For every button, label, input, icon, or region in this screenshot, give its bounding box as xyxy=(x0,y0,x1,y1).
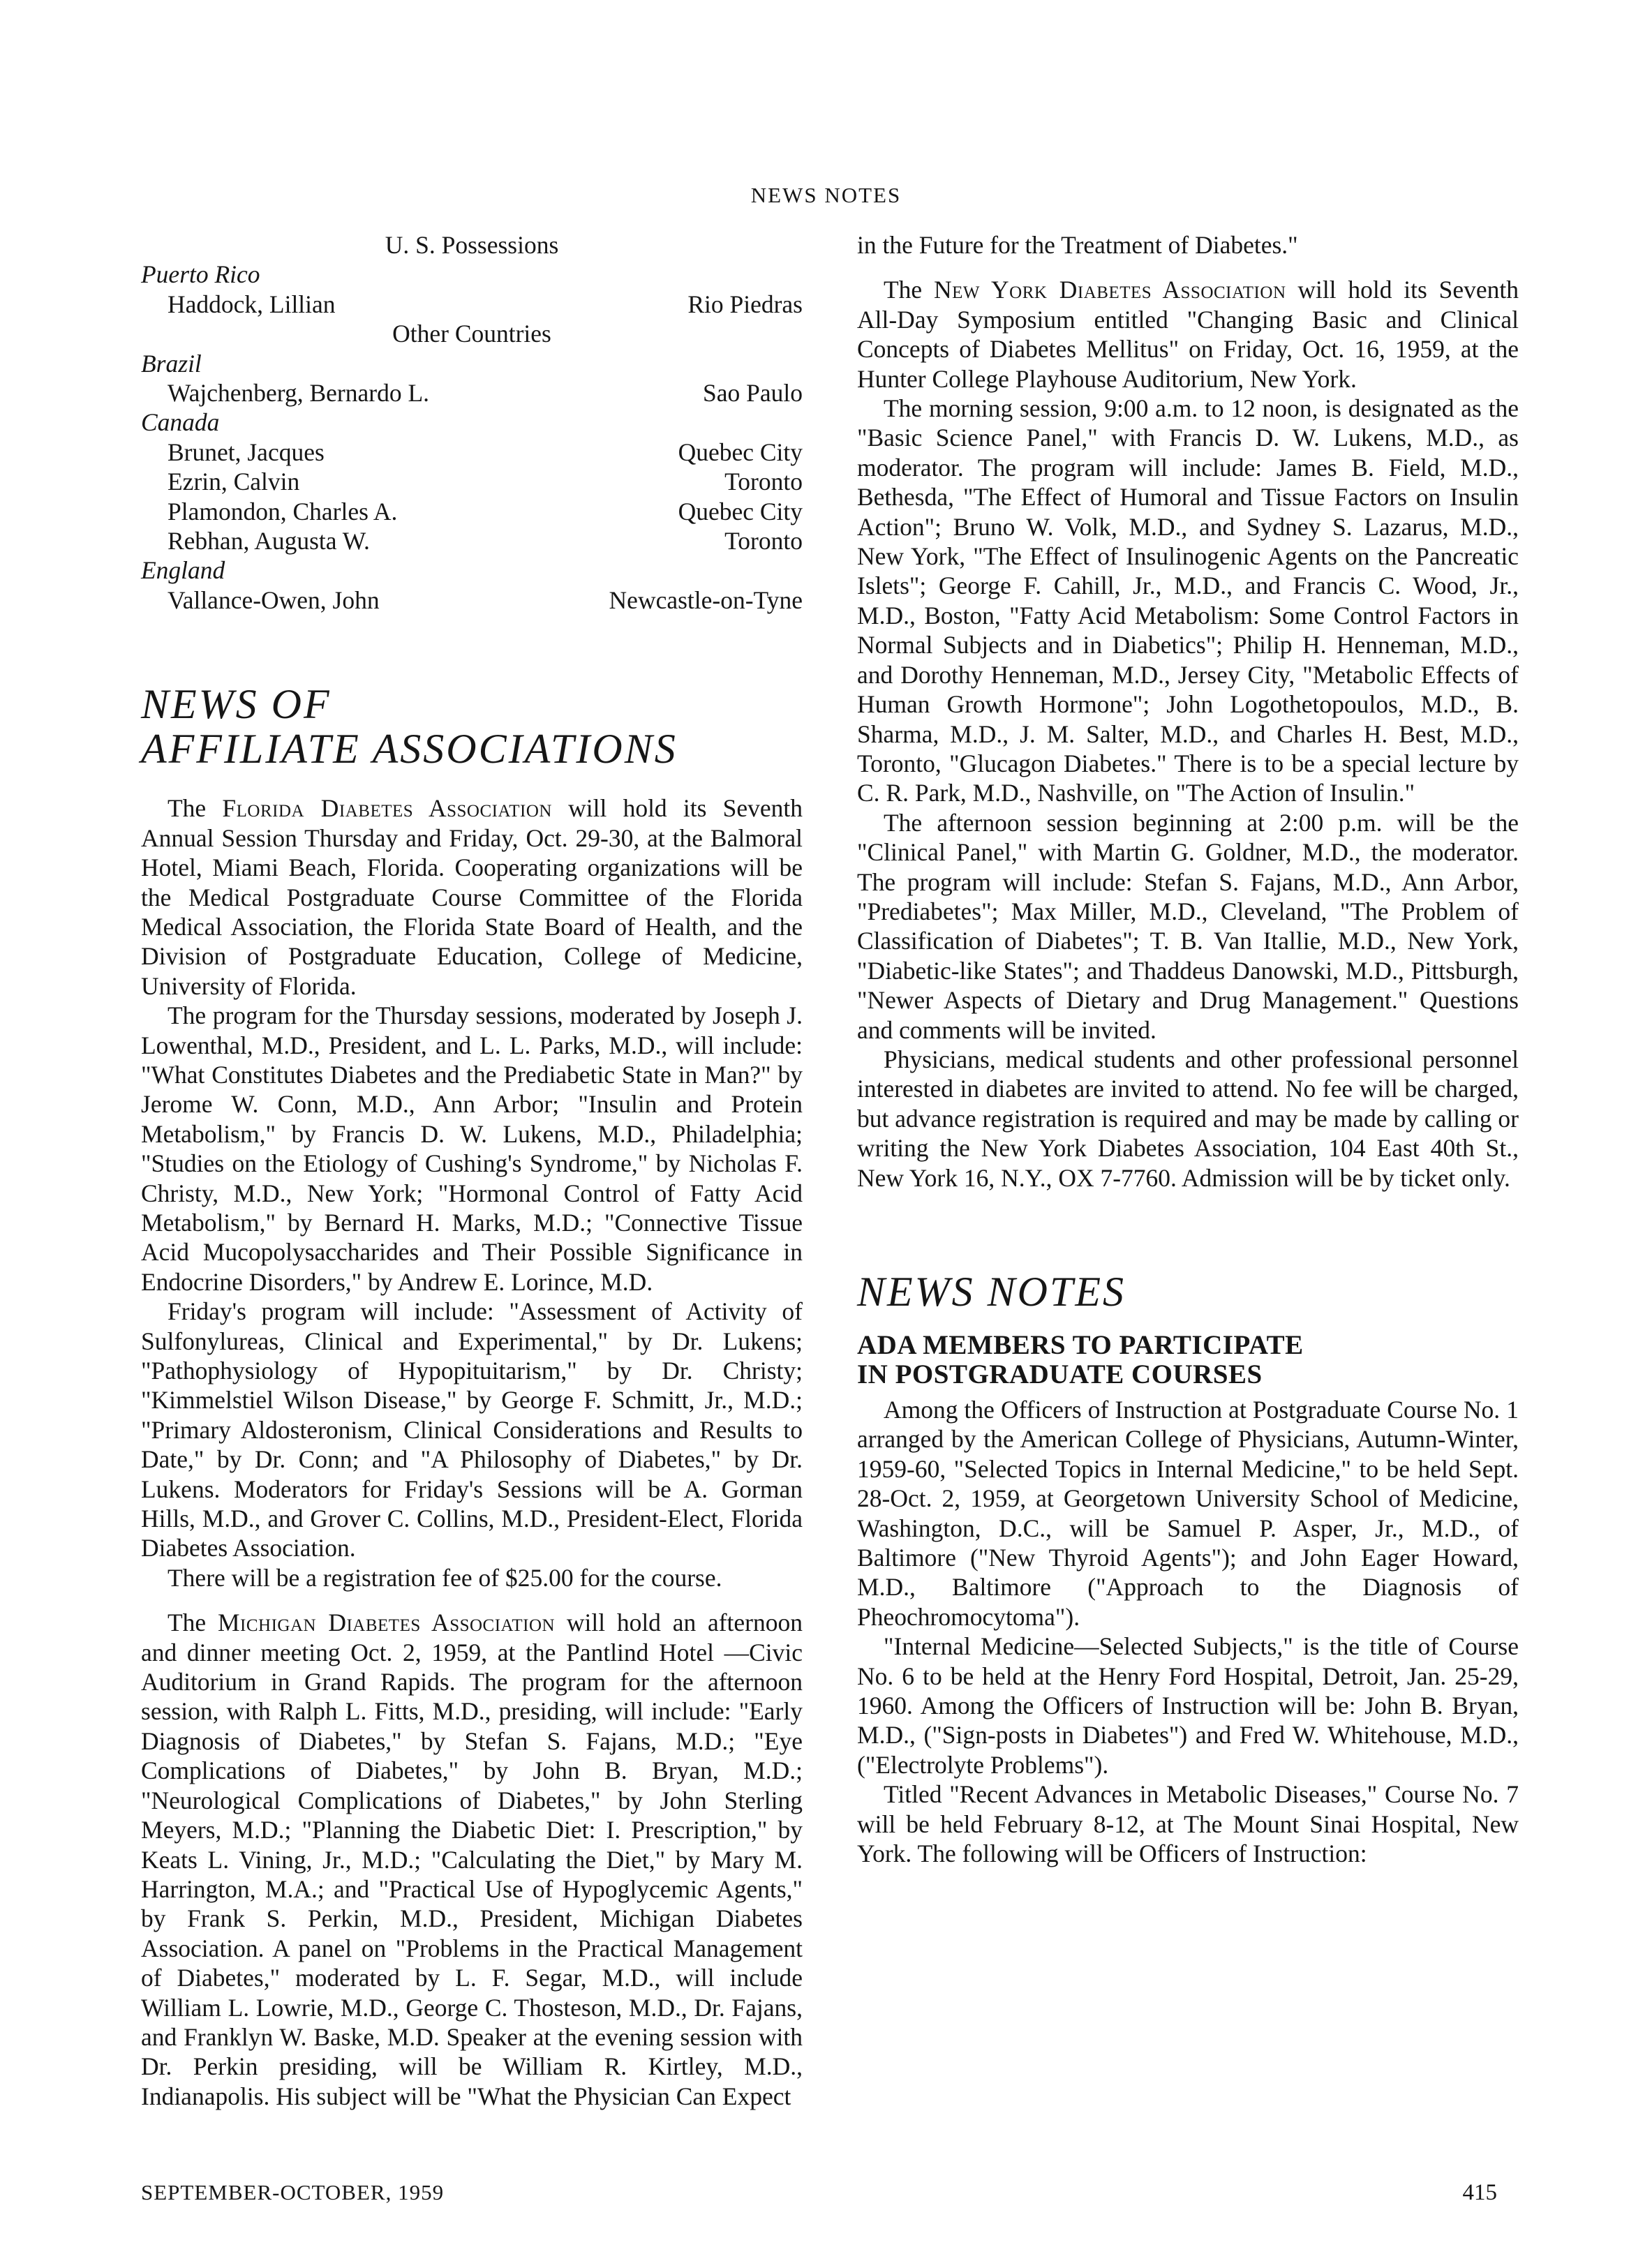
lead-text: The xyxy=(884,276,935,304)
association-name: New York Diabetes Association xyxy=(934,276,1286,304)
florida-registration-fee: There will be a registration fee of $25.00 for the course. xyxy=(168,1563,722,1592)
affiliate-associations-heading xyxy=(141,682,803,771)
member-name: Wajchenberg, Bernardo L. xyxy=(168,379,430,408)
subheading-line: IN POSTGRADUATE COURSES xyxy=(857,1359,1263,1389)
association-name: Michigan Diabetes Association xyxy=(217,1609,556,1637)
member-name: Rebhan, Augusta W. xyxy=(168,527,370,555)
member-name: Vallance-Owen, John xyxy=(168,585,380,614)
roster-entry xyxy=(141,438,803,467)
page-number: 415 xyxy=(1462,2180,1497,2205)
michigan-paragraph-continued: in the Future for the Treatment of Diabetes." xyxy=(857,231,1298,259)
florida-paragraph xyxy=(141,793,803,1001)
member-city: Quebec City xyxy=(678,438,803,466)
newyork-afternoon-session: The afternoon session beginning at 2:00 p.m. will be the "Clinical Panel," with Martin G. Goldner, M.D., the moderator. The program will include: Stefan S. Fajans, M.D., Ann Arbor, "Prediabetes"; Max Miller, M.D., Cleveland, "The Problem of Classification of Diabetes"; T. B. Van Itallie, M.D., New York, "Diabetic-like States"; and Thaddeus Danowski, M.D., Pittsburgh, "Newer Aspects of Dietary and Drug Management." Questions and comments will be invited. xyxy=(857,808,1519,1044)
member-name: Plamondon, Charles A. xyxy=(168,497,398,525)
course-1-paragraph: Among the Officers of Instruction at Postgraduate Course No. 1 arranged by the American College of Physicians, Autumn-Winter, 1959-60, "Selected Topics in Internal Medicine," to be held Sept. 28-Oct. 2, 1959, at Georgetown University School of Medicine, Washington, D.C., will be Samuel P. Asper, Jr., M.D., of Baltimore ("New Thyroid Agents"); and John Eager Howard, M.D., Baltimore ("Approach to the Diagnosis of Pheochromocytoma"). xyxy=(857,1396,1519,1631)
heading-line: AFFILIATE ASSOCIATIONS xyxy=(141,726,678,773)
roster-category-england: England xyxy=(141,556,225,585)
member-name: Brunet, Jacques xyxy=(168,438,325,466)
us-possessions-heading: U. S. Possessions xyxy=(385,231,559,259)
michigan-paragraph xyxy=(141,1608,803,2111)
paragraph-text: will hold its Seventh Annual Session Thursday and Friday, Oct. 29-30, at the Balmoral Hotel, Miami Beach, Florida. Cooperating organizations will be the Medical Postgraduate Course Committee of the Florida Medical Association, the Florida State Board of Health, and the Division of Postgraduate Education, College of Medicine, University of Florida. xyxy=(141,794,803,1000)
roster-entry xyxy=(141,467,803,496)
member-city: Toronto xyxy=(724,468,803,496)
member-name: Haddock, Lillian xyxy=(168,290,336,318)
newyork-attendance: Physicians, medical students and other professional personnel interested in diabetes are invited to attend. No fee will be charged, but advance registration is required and may be made by calling or writing the New York Diabetes Association, 104 East 40th St., New York 16, N.Y., OX 7-7760. Admission will be by ticket only. xyxy=(857,1045,1519,1192)
roster-entry xyxy=(141,497,803,526)
paragraph-text: will hold an afternoon and dinner meeting Oct. 2, 1959, at the Pantlind Hotel —Civic Auditorium in Grand Rapids. The program for the afternoon session, with Ralph L. Fitts, M.D., presiding, will include: "Early Diagnosis of Diabetes," by Stefan S. Fajans, M.D.; "Eye Complications of Diabetes," by John B. Bryan, M.D.; "Neurological Complications of Diabetes," by John Sterling Meyers, M.D.; "Planning the Diabetic Diet: I. Prescription," by Keats L. Vining, Jr., M.D.; "Calculating the Diet," by Mary M. Harrington, M.A.; and "Practical Use of Hypoglycemic Agents," by Frank S. Perkin, M.D., President, Michigan Diabetes Association. A panel on "Problems in the Practical Management of Diabetes," moderated by L. F. Segar, M.D., will include William L. Lowrie, M.D., George C. Thosteson, M.D., Dr. Fajans, and Franklyn W. Baske, M.D. Speaker at the evening session with Dr. Perkin presiding, will be William R. Kirtley, M.D., Indianapolis. His subject will be "What the Physician Can Expect xyxy=(141,1609,803,2110)
subheading-line: ADA MEMBERS TO PARTICIPATE xyxy=(857,1330,1304,1360)
right-column xyxy=(857,230,1519,1869)
newyork-morning-session: The morning session, 9:00 a.m. to 12 noon, is designated as the "Basic Science Panel," with Francis D. W. Lukens, M.D., as moderator. The program will include: James B. Field, M.D., Bethesda, "The Effect of Humoral and Tissue Factors on Insulin Action"; Bruno W. Volk, M.D., and Sydney S. Lazarus, M.D., New York, "The Effect of Insulinogenic Agents on the Pancreatic Islets"; George F. Cahill, Jr., M.D., and Francis C. Wood, Jr., M.D., Boston, "Fatty Acid Metabolism: Some Control Factors in Normal Subjects and in Diabetics"; Philip H. Henneman, M.D., and Dorothy Henneman, M.D., Jersey City, "Metabolic Effects of Human Growth Hormone"; John Logothetopoulos, M.D., B. Sharma, M.D., J. M. Salter, M.D., and Charles H. Best, M.D., Toronto, "Glucagon Diabetes." There is to be a special lecture by C. R. Park, M.D., Nashville, on "The Action of Insulin." xyxy=(857,394,1519,807)
issue-date: SEPTEMBER-OCTOBER, 1959 xyxy=(141,2180,445,2204)
course-7-paragraph: Titled "Recent Advances in Metabolic Diseases," Course No. 7 will be held February 8-12, at The Mount Sinai Hospital, New York. The following will be Officers of Instruction: xyxy=(857,1780,1519,1868)
member-city: Sao Paulo xyxy=(703,379,803,408)
roster-category-canada: Canada xyxy=(141,408,220,437)
left-column xyxy=(141,230,803,2111)
roster-entry xyxy=(141,378,803,408)
member-city: Newcastle-on-Tyne xyxy=(609,585,803,614)
member-name: Ezrin, Calvin xyxy=(168,468,300,496)
roster-entry xyxy=(141,585,803,615)
lead-text: The xyxy=(168,1609,218,1637)
newyork-paragraph xyxy=(857,275,1519,394)
other-countries-heading: Other Countries xyxy=(392,320,551,348)
ada-members-subheading xyxy=(857,1331,1519,1389)
course-6-paragraph: "Internal Medicine—Selected Subjects," is the title of Course No. 6 to be held at the Henry Ford Hospital, Detroit, Jan. 25-29, 1960. Among the Officers of Instruction will be: John B. Bryan, M.D., ("Sign-posts in Diabetes") and Fred W. Whitehouse, M.D., ("Electrolyte Problems"). xyxy=(857,1632,1519,1779)
lead-text: The xyxy=(168,794,223,823)
heading-line: NEWS OF xyxy=(141,681,332,728)
news-notes-heading: NEWS NOTES xyxy=(857,1269,1126,1315)
running-head: NEWS NOTES xyxy=(750,183,902,207)
paragraph-text: will hold its Seventh All-Day Symposium entitled "Changing Basic and Clinical Concepts of Diabetes Mellitus" on Friday, Oct. 16, 1959, at the Hunter College Playhouse Auditorium, New York. xyxy=(857,276,1519,393)
association-name: Florida Diabetes Association xyxy=(222,794,552,823)
roster-entry xyxy=(141,526,803,555)
roster-category-brazil: Brazil xyxy=(141,349,202,378)
roster-category-puerto-rico: Puerto Rico xyxy=(141,260,260,289)
member-city: Rio Piedras xyxy=(687,290,803,318)
florida-thursday-program: The program for the Thursday sessions, moderated by Joseph J. Lowenthal, M.D., President, and L. L. Parks, M.D., will include: "What Constitutes Diabetes and the Prediabetic State in Man?" by Jerome W. Conn, M.D., Ann Arbor; "Insulin and Protein Metabolism," by Francis D. W. Lukens, M.D., Philadelphia; "Studies on the Etiology of Cushing's Syndrome," by Nicholas F. Christy, M.D., New York; "Hormonal Control of Fatty Acid Metabolism," by Bernard H. Marks, M.D.; "Connective Tissue Acid Mucopolysaccharides and Their Possible Significance in Endocrine Disorders," by Andrew E. Lorince, M.D. xyxy=(141,1001,803,1296)
member-city: Toronto xyxy=(724,527,803,555)
member-city: Quebec City xyxy=(678,497,803,525)
member-roster xyxy=(141,230,803,615)
roster-entry xyxy=(141,290,803,319)
florida-friday-program: Friday's program will include: "Assessment of Activity of Sulfonylureas, Clinical and Experimental," by Dr. Lukens; "Pathophysiology of Hypopituitarism," by Dr. Christy; "Kimmelstiel Wilson Disease," by George F. Schmitt, Jr., M.D.; "Primary Aldosteronism, Clinical Considerations and Results to Date," by Dr. Conn; and "A Philosophy of Diabetes," by Dr. Lukens. Moderators for Friday's Sessions will be A. Gorman Hills, M.D., and Grover C. Collins, M.D., President-Elect, Florida Diabetes Association. xyxy=(141,1297,803,1562)
